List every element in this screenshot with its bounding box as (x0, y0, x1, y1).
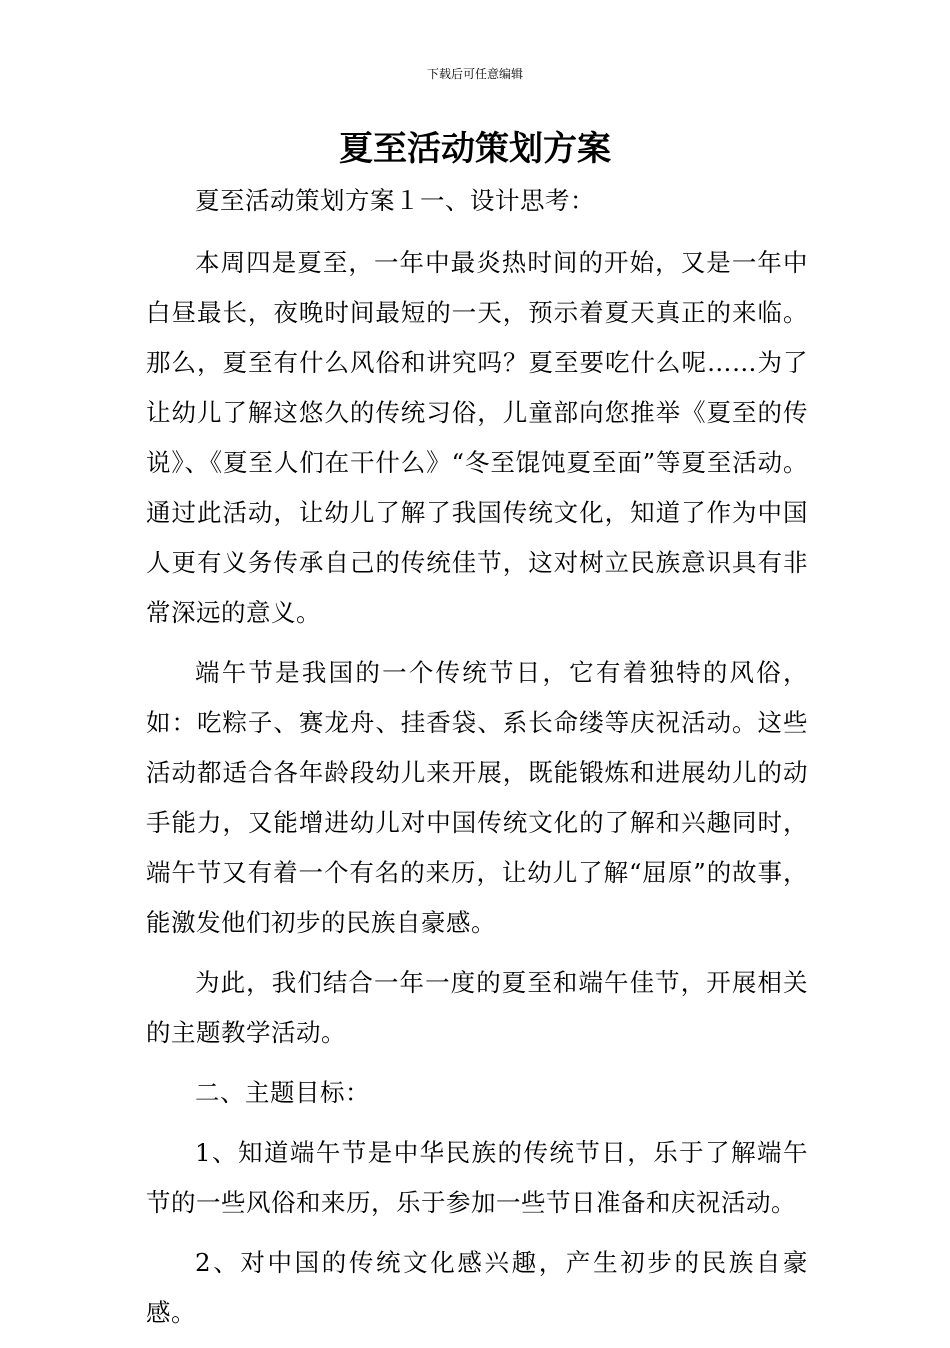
header-note: 下载后可任意编辑 (426, 67, 523, 81)
paragraph-goals-heading: 二、主题目标： (195, 1078, 370, 1107)
document-body (146, 178, 808, 1348)
paragraph-dragon-boat: 端午节是我国的一个传统节日，它有着独特的风俗，如：吃粽子、赛龙舟、挂香袋、系长命缕等庆祝活动。这些活动都适合各年龄段幼儿来开展，既能锻炼和进展幼儿的动手能力，又能增进幼儿对中国传统文化的了解和兴趣同时，端午节又有着一个有名的来历，让幼儿了解“屈原”的故事，能激发他们初步的民族自豪感。 (146, 658, 808, 937)
paragraph-goal-2: 2、对中国的传统文化感兴趣，产生初步的民族自豪感。 (146, 1248, 808, 1327)
paragraph-design-heading: 夏至活动策划方案１一、设计思考： (195, 186, 595, 215)
document-title: 夏至活动策划方案 (339, 129, 611, 169)
paragraph-intro: 本周四是夏至，一年中最炎热时间的开始，又是一年中白昼最长，夜晚时间最短的一天，预示着夏天真正的来临。那么，夏至有什么风俗和讲究吗？夏至要吃什么呢……为了让幼儿了解这悠久的传统习俗，儿童部向您推举《夏至的传说》、《夏至人们在干什么》“冬至馄饨夏至面”等夏至活动。通过此活动，让幼儿了解了我国传统文化，知道了作为中国人更有义务传承自己的传统佳节，这对树立民族意识具有非常深远的意义。 (146, 248, 808, 627)
paragraph-goal-1: 1、知道端午节是中华民族的传统节日，乐于了解端午节的一些风俗和来历，乐于参加一些节日准备和庆祝活动。 (146, 1138, 808, 1217)
paragraph-purpose: 为此，我们结合一年一度的夏至和端午佳节，开展相关的主题教学活动。 (146, 968, 808, 1047)
